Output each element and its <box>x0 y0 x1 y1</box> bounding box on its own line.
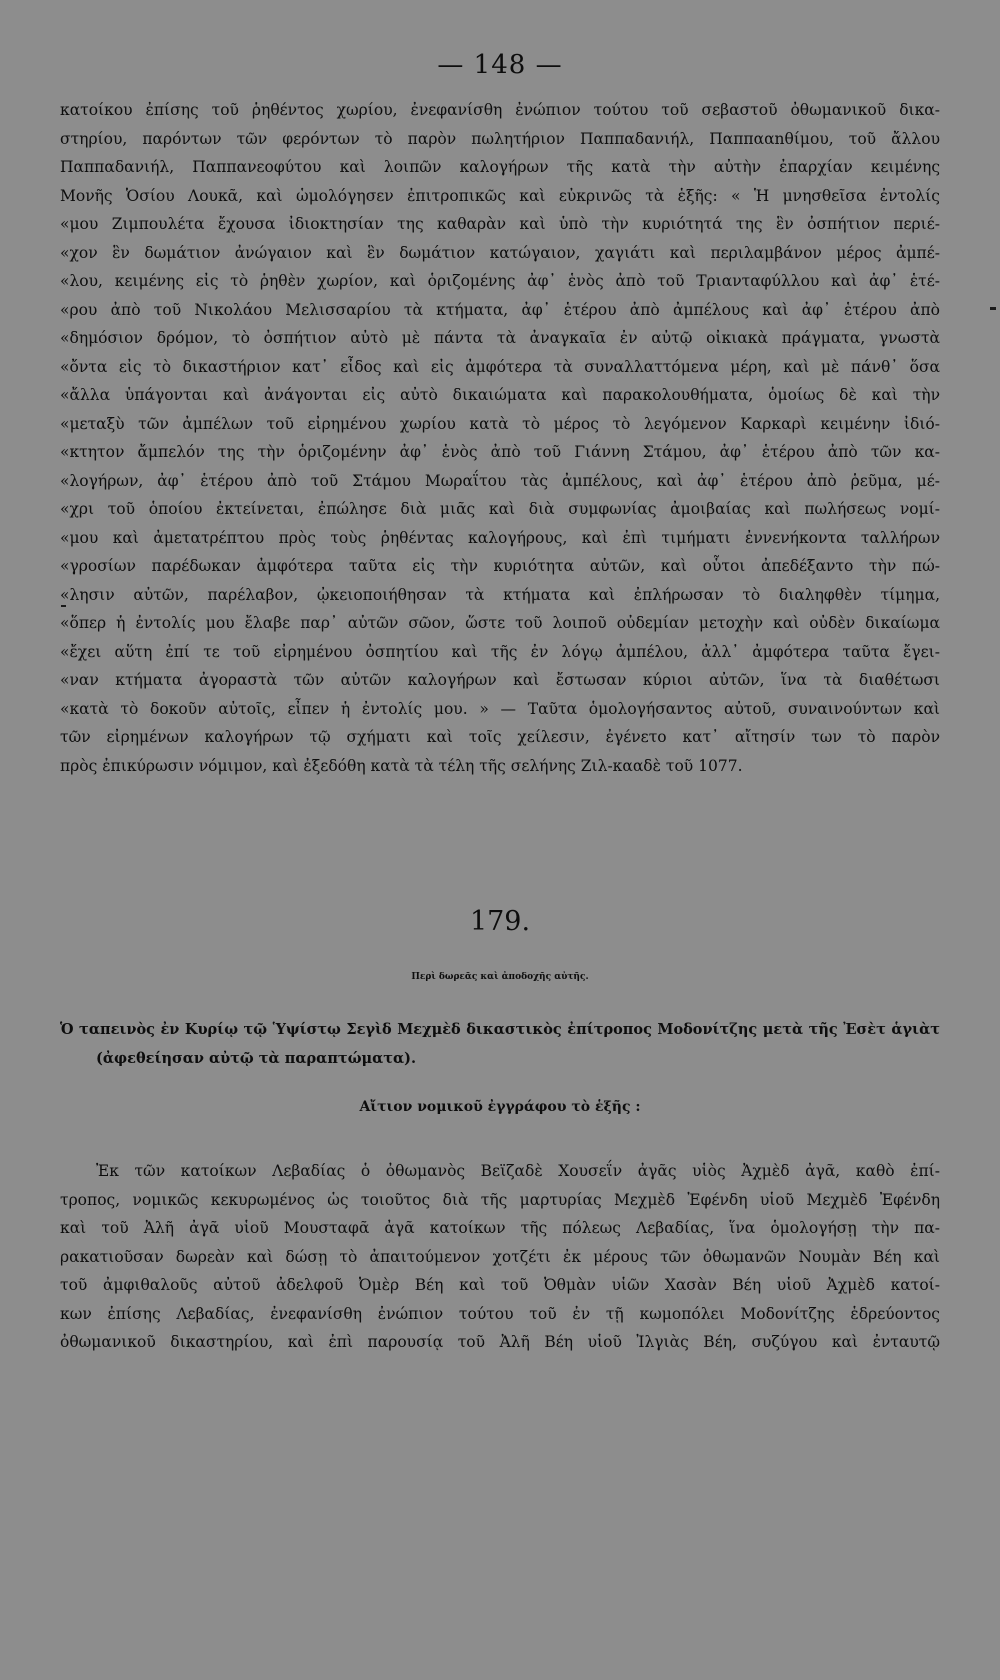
text-line: «λου, κειμένης εἰς τὸ ῥηθὲν χωρίον, καὶ ὁριζομένης ἀφ᾽ ἑνὸς ἀπὸ τοῦ Τριανταφύλλου καὶ ἀφ᾽ ἑτέ- <box>60 272 940 290</box>
intro-line: (ἀφεθείησαν αὐτῷ τὰ παραπτώματα). <box>96 1049 417 1067</box>
document-subtitle: Περὶ δωρεᾶς καὶ ἀποδοχῆς αὐτῆς. <box>411 972 589 982</box>
text-line: «ἄλλα ὑπάγονται καὶ ἀνάγονται εἰς αὐτὸ δικαιώματα καὶ παρακολουθήματα, ὁμοίως δὲ καὶ τὴν <box>60 386 940 404</box>
text-line: «ὅπερ ἡ ἐντολίς μου ἔλαβε παρ᾽ αὐτῶν σῶον, ὥστε τοῦ λοιποῦ οὐδεμίαν μετοχὴν καὶ οὐδὲν δικαίωμα <box>60 614 940 632</box>
text-line: «λησιν αὐτῶν, παρέλαβον, ᾠκειοποιήθησαν τὰ κτήματα καὶ ἐπλήρωσαν τὸ διαληφθὲν τίμημα, <box>60 585 940 604</box>
text-line: Παππαδανιήλ, Παππανεοφύτου καὶ λοιπῶν καλογήρων τῆς κατὰ τὴν αὐτὴν ἐπαρχίαν κειμένης <box>60 158 940 176</box>
text-line: στηρίου, παρόντων τῶν φερόντων τὸ παρὸν πωλητήριον Παππαδανιήλ, Παππααnθίμου, τοῦ ἄλλου <box>60 129 940 148</box>
intro-paragraph <box>60 1016 940 1073</box>
text-line: «ὄντα εἰς τὸ δικαστήριον κατ᾽ εἶδος καὶ εἰς ἀμφότερα τὰ συναλλαττόμενα μέρη, καὶ μὲ πάνθ᾽ ὅσα <box>60 357 940 376</box>
text-line: «ρου ἀπὸ τοῦ Νικολάου Μελισσαρίου τὰ κτήματα, ἀφ᾽ ἑτέρου ἀπὸ ἀμπέλους καὶ ἀφ᾽ ἑτέρου ἀπὸ <box>60 300 940 319</box>
text-line: ὀθωμανικοῦ δικαστηρίου, καὶ ἐπὶ παρουσίᾳ τοῦ Ἀλῆ Βέη υἱοῦ Ἰλγιὰς Βέη, συζύγου καὶ ἐνταυτῷ <box>60 1333 940 1351</box>
scan-edge-mark <box>990 307 996 310</box>
intro-line: Ὁ ταπεινὸς ἐν Κυρίῳ τῷ Ὑψίστῳ Σεγὶδ Μεχμὲδ δικαστικὸς ἐπίτροπος Μοδονίτζης μετὰ τῆς Ἐσὲτ ἁγιὰτ <box>60 1021 940 1038</box>
scan-margin-mark <box>61 605 66 607</box>
text-line: ρακατιοῦσαν δωρεὰν καὶ δώσῃ τὸ ἀπαιτούμενον χοτζέτι ἐκ μέρους τῶν ὀθωμανῶν Νουμὰν Βέη καὶ <box>60 1247 940 1266</box>
text-line: «ἔχει αὕτη ἐπί τε τοῦ εἰρημένου ὀσπητίου καὶ τῆς ἐν λόγῳ ἀμπέλου, ἀλλ᾽ ἀμφότερα ταῦτα ἔγει- <box>60 642 940 661</box>
text-line: «κτητον ἄμπελόν της τὴν ὁριζομένην ἀφ᾽ ἑνὸς ἀπὸ τοῦ Γιάννη Στάμου, ἀφ᾽ ἑτέρου ἀπὸ τῶν κα- <box>60 443 940 461</box>
text-line: «ναν κτήματα ἀγοραστὰ τῶν αὐτῶν καλογήρων καὶ ἔστωσαν κύριοι αὐτῶν, ἵνα τὰ διαθέτωσι <box>60 671 940 689</box>
text-line: «δημόσιον δρόμον, τὸ ὀσπήτιον αὐτὸ μὲ πάντα τὰ ἀναγκαῖα ἐν αὐτῷ οἰκιακὰ πράγματα, γνωστὰ <box>60 329 940 347</box>
text-line: Ἐκ τῶν κατοίκων Λεβαδίας ὁ ὀθωμανὸς Βεϊζαδὲ Χουσεΐν ἀγᾶς υἱὸς Ἀχμὲδ ἀγᾶ, καθὸ ἐπί- <box>96 1162 940 1180</box>
text-line: «χρι τοῦ ὁποίου ἐκτείνεται, ἐπώλησε διὰ μιᾶς καὶ διὰ συμφωνίας ἀμοιβαίας καὶ πωλήσεως νομί- <box>60 500 940 518</box>
text-line: «λογήρων, ἀφ᾽ ἑτέρου ἀπὸ τοῦ Στάμου Μωραΐτου τὰς ἀμπέλους, καὶ ἀφ᾽ ἑτέρου ἀπὸ ῥεῦμα, μέ- <box>60 471 940 490</box>
text-line: «κατὰ τὸ δοκοῦν αὐτοῖς, εἶπεν ἡ ἐντολίς μου. » — Ταῦτα ὁμολογήσαντος αὐτοῦ, συναινούντων καὶ <box>60 699 940 718</box>
text-line: τροπος, νομικῶς κεκυρωμένος ὡς τοιοῦτος διὰ τῆς μαρτυρίας Μεχμὲδ Ἐφένδη υἱοῦ Μεχμὲδ Ἐφένδη <box>60 1190 940 1209</box>
text-line: «μεταξὺ τῶν ἀμπέλων τοῦ εἰρημένου χωρίου κατὰ τὸ μέρος τὸ λεγόμενον Καρκαρὶ κειμένην ἰδιό- <box>60 414 940 433</box>
text-line: κων ἐπίσης Λεβαδίας, ἐνεφανίσθη ἐνώπιον τούτου τοῦ ἐν τῇ κωμοπόλει Μοδονίτζης ἑδρεύοντος <box>60 1304 940 1323</box>
section-heading: Αἴτιον νομικοῦ ἐγγράφου τὸ ἑξῆς : <box>359 1099 641 1115</box>
text-line: Μονῆς Ὁσίου Λουκᾶ, καὶ ὡμολόγησεν ἐπιτροπικῶς καὶ εὐκρινῶς τὰ ἑξῆς: « Ἡ μνησθεῖσα ἐντολίς <box>60 186 940 205</box>
text-line: κατοίκου ἐπίσης τοῦ ῥηθέντος χωρίου, ἐνεφανίσθη ἐνώπιον τούτου τοῦ σεβαστοῦ ὀθωμανικοῦ δικα- <box>60 101 940 119</box>
second-body-text <box>60 1157 940 1357</box>
text-line: «μου Ζιμπουλέτα ἔχουσα ἰδιοκτησίαν της καθαρὰν καὶ ὑπὸ τὴν κυριότητά της ἓν ὀσπήτιον περιέ- <box>60 215 940 233</box>
text-line: «γροσίων παρέδωκαν ἀμφότερα ταῦτα εἰς τὴν κυριότητα αὐτῶν, καὶ οὗτοι ἀπεδέξαντο τὴν πώ- <box>60 557 940 575</box>
text-line: τῶν εἰρημένων καλογήρων τῷ σχήματι καὶ τοῖς χείλεσιν, ἐγένετο κατ᾽ αἴτησίν των τὸ παρὸν <box>60 728 940 746</box>
body-text <box>60 96 940 780</box>
text-line: καὶ τοῦ Ἀλῆ ἀγᾶ υἱοῦ Μουσταφᾶ ἀγᾶ κατοίκων τῆς πόλεως Λεβαδίας, ἵνα ὁμολογήσῃ τὴν πα- <box>60 1219 940 1237</box>
text-line: πρὸς ἐπικύρωσιν νόμιμον, καὶ ἐξεδόθη κατὰ τὰ τέλη τῆς σελήνης Ζιλ-κααδὲ τοῦ 1077. <box>60 756 743 775</box>
page-number: — 148 — <box>437 50 563 80</box>
document-number: 179. <box>469 906 531 937</box>
text-line: τοῦ ἀμφιθαλοῦς αὐτοῦ ἀδελφοῦ Ὀμὲρ Βέη καὶ τοῦ Ὀθμὰν υἱῶν Χασὰν Βέη υἱοῦ Ἀχμὲδ κατοί- <box>60 1276 940 1294</box>
text-line: «μου καὶ ἀμετατρέπτου πρὸς τοὺς ῥηθέντας καλογήρους, καὶ ἐπὶ τιμήματι ἐννενήκοντα ταλλήρων <box>60 528 940 547</box>
text-line: «χον ἓν δωμάτιον ἀνώγαιον καὶ ἓν δωμάτιον κατώγαιον, χαγιάτι καὶ περιλαμβάνον μέρος ἀμπέ- <box>60 243 940 262</box>
